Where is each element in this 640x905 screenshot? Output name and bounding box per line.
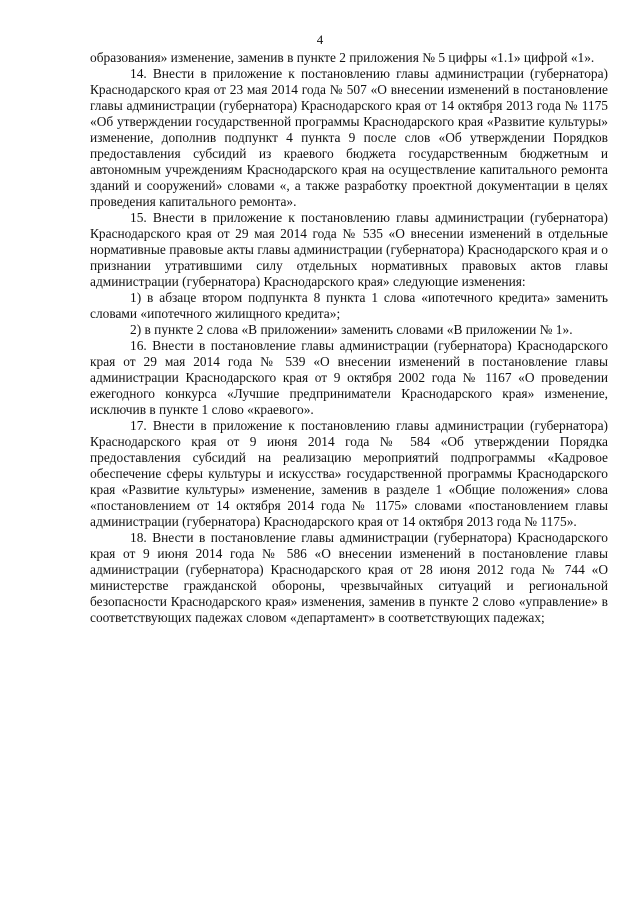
paragraph-item-15: 15. Внести в приложение к постановлению главы администрации (губернатора) Краснодарского края от 29 мая 2014 года № 535 «О внесении изменений в отдельные нормативные правовые акты главы администрации (губернатора) Краснодарского края и о признании утратившими силу отдельных нормативных правовых актов главы администрации (губернатора) Краснодарского края» следующие изменения: [90, 210, 608, 289]
paragraph-item-17: 17. Внести в приложение к постановлению главы администрации (губернатора) Краснодарского края от 9 июня 2014 года № 584 «Об утверждении Порядка предоставления субсидий на реализацию мероприятий подпрограммы «Кадровое обеспечение сферы культуры и искусства» государственной программы Краснодарского края «Развитие культуры» изменение, заменив в разделе 1 «Общие положения» слова «постановлением от 14 октября 2014 года № 1175» словами «постановлением главы администрации (губернатора) Краснодарского края от 14 октября 2013 года № 1175». [90, 418, 608, 529]
paragraph-item-14: 14. Внести в приложение к постановлению главы администрации (губернатора) Краснодарского края от 23 мая 2014 года № 507 «О внесении изменений в постановление главы администрации (губернатора) Краснодарского края от 14 октября 2013 года № 1175 «Об утверждении государственной программы Краснодарского края «Развитие культуры» изменение, дополнив подпункт 4 пункта 9 после слов «Об утверждении Порядков предоставления субсидий из краевого бюджета государственным бюджетным и автономным учреждениям Краснодарского края на осуществление капитального ремонта зданий и сооружений» словами «, а также разработку проектной документации в целях проведения капитального ремонта». [90, 66, 608, 209]
paragraph-item-16: 16. Внести в постановление главы администрации (губернатора) Краснодарского края от 29 мая 2014 года № 539 «О внесении изменений в постановление главы администрации Краснодарского края от 9 октября 2002 года № 1167 «О проведении ежегодного конкурса «Лучшие предприниматели Краснодарского края» изменение, исключив в пункте 1 слово «краевого». [90, 338, 608, 417]
page-number: 4 [316, 32, 324, 47]
paragraph-subitem-15-2: 2) в пункте 2 слова «В приложении» заменить словами «В приложении № 1». [130, 322, 573, 337]
paragraph-item-18: 18. Внести в постановление главы администрации (губернатора) Краснодарского края от 9 июня 2014 года № 586 «О внесении изменений в постановление главы администрации (губернатора) Краснодарского края от 28 июня 2012 года № 744 «О министерстве гражданской обороны, чрезвычайных ситуаций и региональной безопасности Краснодарского края» изменения, заменив в пункте 2 слово «управление» в соответствующих падежах словом «департамент» в соответствующих падежах; [90, 530, 608, 625]
document-body [90, 50, 608, 626]
paragraph-continuation: образования» изменение, заменив в пункте 2 приложения № 5 цифры «1.1» цифрой «1». [90, 50, 595, 65]
paragraph-subitem-15-1: 1) в абзаце втором подпункта 8 пункта 1 слова «ипотечного кредита» заменить словами «ипотечного жилищного кредита»; [90, 290, 608, 321]
